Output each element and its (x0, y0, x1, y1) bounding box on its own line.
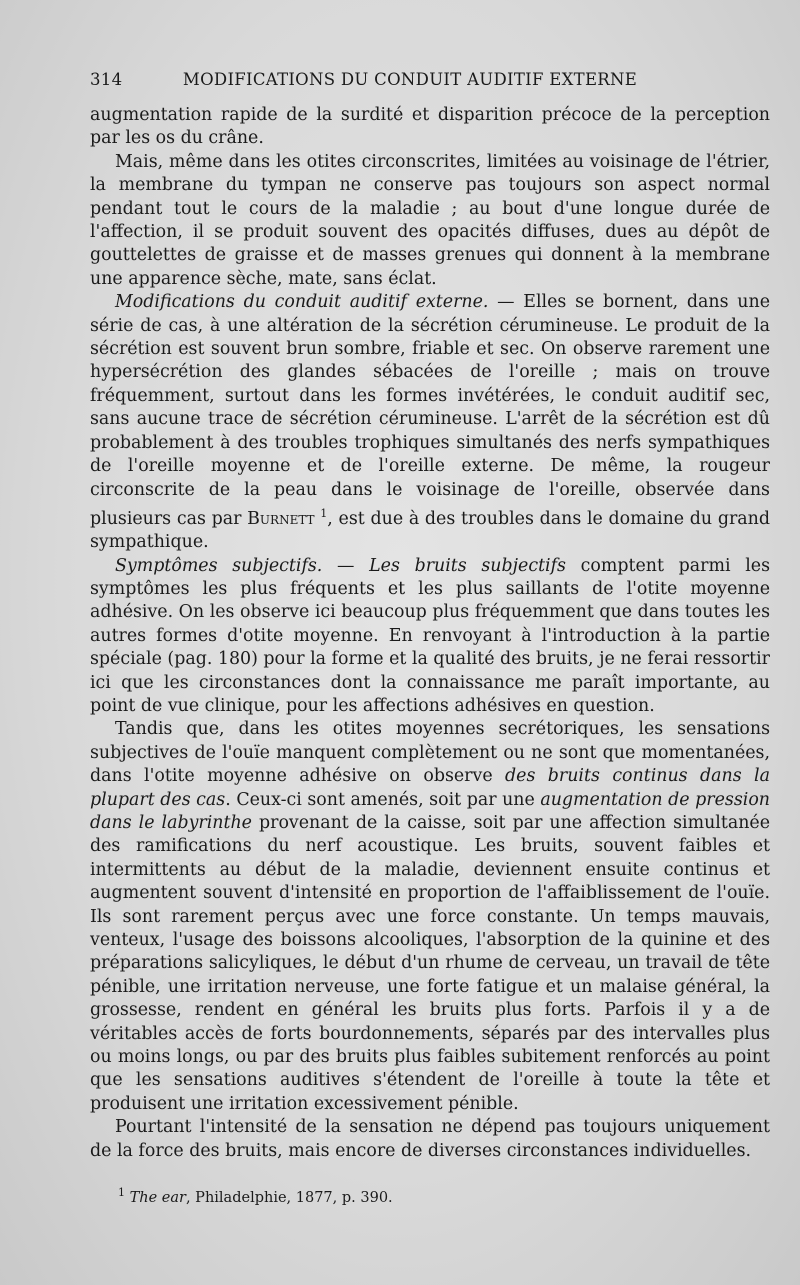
section-heading-conduit: Modifications du conduit auditif externe. (115, 292, 489, 313)
paragraph-3-text-a: — Elles se bornent, dans une série de cas, à une altération de la sécrétion cérumineuse. Le produit de la sécrétion est souvent brun sombre, friable et sec. On observe rarement une hypersécrétion des glandes sébacées de l'oreille ; mais on trouve fréquemment, surtout dans les formes invétérées, le conduit auditif sec, sans aucune trace de sécrétion cérumineuse. L'arrêt de la sécrétion est dû probablement à des troubles trophiques simultanés des nerfs sympathiques de l'oreille moyenne et de l'oreille externe. De même, la rougeur circonscrite de la peau dans le voisinage de l'oreille, observée dans plusieurs cas par (90, 292, 770, 529)
paragraph-4-text: comptent parmi les symptômes les plus fréquents et les plus saillants de l'otite moyenne adhésive. On les observe ici beaucoup plus fréquemment que dans toutes les autres formes d'otite moyenne. En renvoyant à l'introduction à la partie spéciale (pag. 180) pour la forme et la qualité des bruits, je ne ferai ressortir ici que les circonstances dont la connaissance me paraît importante, au point de vue clinique, pour les affections adhésives en question. (90, 555, 770, 716)
italic-phrase-bruits-continus: des bruits continus dans la plupart des cas (90, 766, 770, 810)
paragraph-5-text-a: Tandis que, dans les otites moyennes secrétoriques, les sensations subjectives de l'ouïe manquent complètement ou ne sont que momentanées, dans l'otite moyenne adhésive on observe (90, 719, 770, 787)
footnote-reference: 1 (320, 506, 328, 520)
paragraph-1: augmentation rapide de la surdité et disparition précoce de la perception par les os du crâne. (90, 105, 770, 149)
footnote (118, 1184, 758, 1207)
paragraph-5-text-b: . Ceux-ci sont amenés, soit par une (225, 789, 541, 810)
paragraph-4 (90, 555, 770, 719)
footnote-rest: , Philadelphie, 1877, p. 390. (185, 1189, 393, 1206)
italic-phrase-pression: augmentation de pression dans le labyrinthe (90, 789, 770, 833)
paragraph-5 (90, 718, 770, 1116)
paragraph-6: Pourtant l'intensité de la sensation ne dépend pas toujours uniquement de la force des bruits, mais encore de diverses circonstances individuelles. (90, 1117, 770, 1161)
italic-term-bruits: Les bruits subjectifs (369, 555, 566, 576)
paragraph-2: Mais, même dans les otites circonscrites, limitées au voisinage de l'étrier, la membrane du tympan ne conserve pas toujours son aspect normal pendant tout le cours de la maladie ; au bout d'une longue durée de l'affection, il se produit souvent des opacités diffuses, dues au dépôt de gouttelettes de graisse et de masses grenues qui donnent à la membrane une apparence sèche, mate, sans éclat. (90, 151, 770, 289)
running-title: MODIFICATIONS DU CONDUIT AUDITIF EXTERNE (182, 70, 638, 89)
page-number: 314 (90, 70, 123, 89)
author-name: Burnett (247, 508, 315, 529)
paragraph-5-text-c: provenant de la caisse, soit par une affection simultanée des ramifications du nerf acoustique. Les bruits, souvent faibles et intermittents au début de la maladie, deviennent ensuite continus et augmentent souvent d'intensité en proportion de l'affaiblissement de l'ouïe. Ils sont rarement perçus avec une force constante. Un temps mauvais, venteux, l'usage des boissons alcooliques, l'absorption de la quinine et des préparations salicyliques, le début d'un rhume de cerveau, un travail de tête pénible, une irritation nerveuse, une forte fatigue et un malaise général, la grossesse, rendent en général les bruits plus forts. Parfois il y a de véritables accès de forts bourdonnements, séparés par des intervalles plus ou moins longs, ou par des bruits plus faibles subitement renforcés au point que les sensations auditives s'étendent de l'oreille à toute la tête et produisent une irritation excessivement pénible. (90, 812, 770, 1114)
body-text (90, 104, 770, 1163)
page-header (90, 70, 770, 89)
paragraph-3 (90, 291, 770, 554)
paragraph-4-dash: — (322, 555, 370, 576)
section-heading-symptomes: Symptômes subjectifs. (115, 555, 323, 576)
footnote-title: The ear (129, 1189, 186, 1206)
paragraph-3-text-b: , est due à des troubles dans le domaine du grand sympathique. (90, 508, 770, 553)
footnote-number: 1 (118, 1186, 125, 1199)
